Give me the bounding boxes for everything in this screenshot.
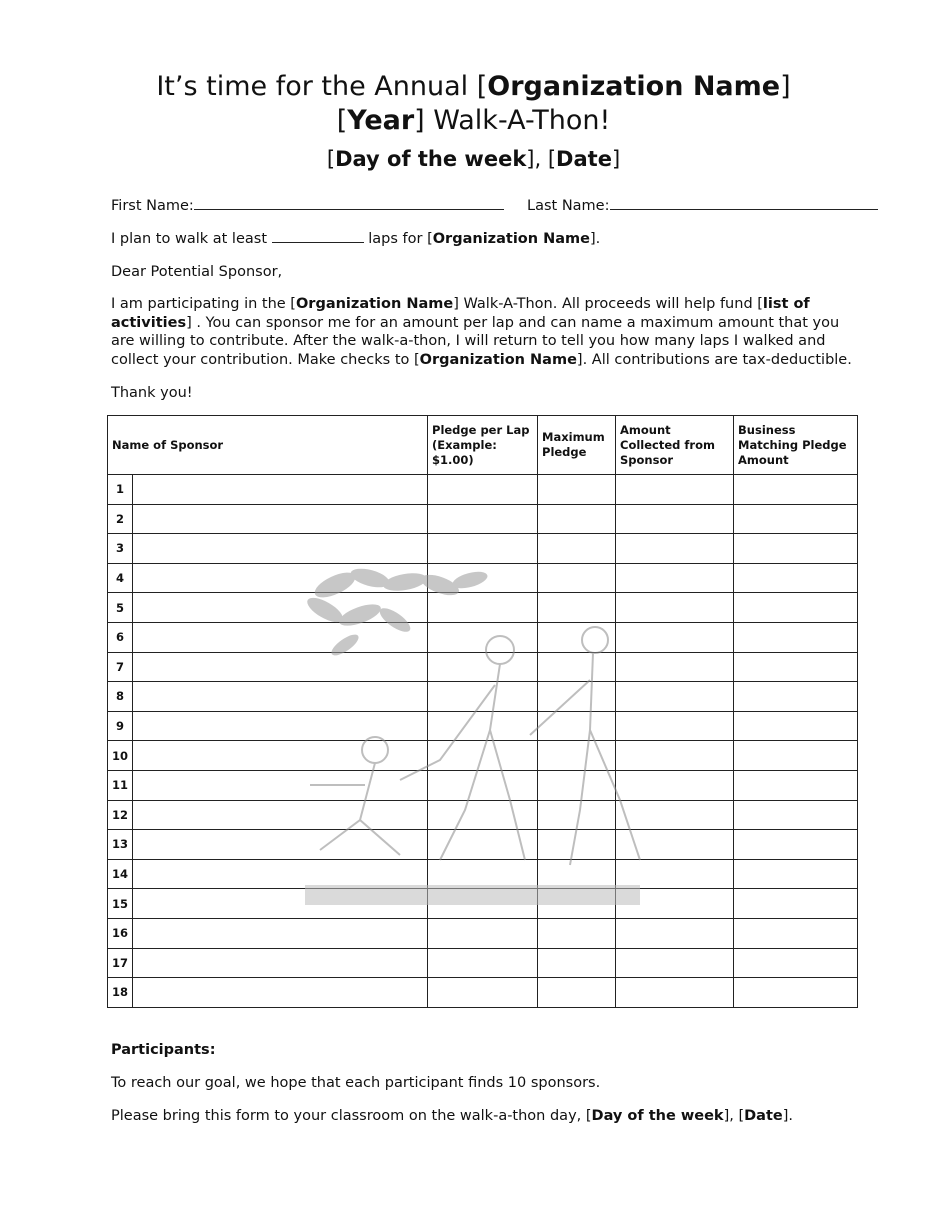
organization-name-placeholder: Organization Name bbox=[487, 71, 781, 102]
maximum-pledge-cell[interactable] bbox=[538, 475, 616, 505]
business-matching-cell[interactable] bbox=[734, 889, 858, 919]
row-number: 12 bbox=[108, 800, 133, 830]
laps-field[interactable] bbox=[272, 230, 364, 243]
date-placeholder: Date bbox=[556, 147, 612, 171]
maximum-pledge-cell[interactable] bbox=[538, 534, 616, 564]
business-matching-cell[interactable] bbox=[734, 830, 858, 860]
bring-form-line bbox=[111, 1108, 793, 1124]
bring-text: ]. bbox=[782, 1108, 793, 1124]
laps-prefix: I plan to walk at least bbox=[111, 231, 268, 247]
organization-name-placeholder: Organization Name bbox=[295, 296, 454, 312]
first-name-label: First Name: bbox=[111, 198, 194, 214]
maximum-pledge-cell[interactable] bbox=[538, 948, 616, 978]
sponsor-name-cell[interactable] bbox=[133, 948, 428, 978]
pledge-per-lap-cell[interactable] bbox=[428, 948, 538, 978]
participants-heading: Participants: bbox=[111, 1042, 216, 1058]
business-matching-cell[interactable] bbox=[734, 711, 858, 741]
organization-name-placeholder: Organization Name bbox=[432, 231, 590, 247]
amount-collected-cell[interactable] bbox=[616, 504, 734, 534]
row-number: 14 bbox=[108, 859, 133, 889]
table-row bbox=[108, 948, 858, 978]
row-number: 10 bbox=[108, 741, 133, 771]
maximum-pledge-cell[interactable] bbox=[538, 504, 616, 534]
row-number: 3 bbox=[108, 534, 133, 564]
table-row bbox=[108, 475, 858, 505]
letter-text: I am participating in the [ bbox=[111, 296, 296, 312]
title-text: [ bbox=[336, 105, 348, 136]
pledge-per-lap-cell[interactable] bbox=[428, 534, 538, 564]
letter-text: ]. All contributions are tax-deductible. bbox=[576, 351, 852, 368]
organization-name-placeholder: Organization Name bbox=[419, 351, 577, 368]
business-matching-cell[interactable] bbox=[734, 978, 858, 1008]
table-header-row bbox=[108, 416, 858, 475]
row-number: 1 bbox=[108, 475, 133, 505]
row-number: 5 bbox=[108, 593, 133, 623]
business-matching-cell[interactable] bbox=[734, 534, 858, 564]
last-name-label: Last Name: bbox=[527, 198, 610, 214]
name-fields-row bbox=[111, 197, 878, 215]
row-number: 2 bbox=[108, 504, 133, 534]
table-row bbox=[108, 534, 858, 564]
header-maximum-pledge: Maximum Pledge bbox=[538, 416, 616, 475]
title-text: ] bbox=[780, 71, 791, 102]
header-business-matching: Business Matching Pledge Amount bbox=[734, 416, 858, 475]
sponsor-name-cell[interactable] bbox=[133, 918, 428, 948]
business-matching-cell[interactable] bbox=[734, 563, 858, 593]
bring-text: Please bring this form to your classroom on the walk-a-thon day, [ bbox=[111, 1108, 592, 1124]
amount-collected-cell[interactable] bbox=[616, 948, 734, 978]
sponsor-name-cell[interactable] bbox=[133, 534, 428, 564]
title-text: ], [ bbox=[526, 147, 557, 171]
business-matching-cell[interactable] bbox=[734, 859, 858, 889]
header-pledge-per-lap: Pledge per Lap (Example: $1.00) bbox=[428, 416, 538, 475]
title-text: ] Walk-A-Thon! bbox=[414, 105, 611, 136]
business-matching-cell[interactable] bbox=[734, 918, 858, 948]
row-number: 4 bbox=[108, 563, 133, 593]
sponsor-name-cell[interactable] bbox=[133, 978, 428, 1008]
activities-placeholder: list of activities bbox=[111, 296, 810, 331]
amount-collected-cell[interactable] bbox=[616, 534, 734, 564]
maximum-pledge-cell[interactable] bbox=[538, 978, 616, 1008]
row-number: 7 bbox=[108, 652, 133, 682]
row-number: 15 bbox=[108, 889, 133, 919]
amount-collected-cell[interactable] bbox=[616, 475, 734, 505]
title-text: ] bbox=[611, 147, 621, 171]
row-number: 11 bbox=[108, 770, 133, 800]
row-number: 17 bbox=[108, 948, 133, 978]
pledge-per-lap-cell[interactable] bbox=[428, 978, 538, 1008]
business-matching-cell[interactable] bbox=[734, 593, 858, 623]
amount-collected-cell[interactable] bbox=[616, 918, 734, 948]
sponsor-name-cell[interactable] bbox=[133, 504, 428, 534]
year-placeholder: Year bbox=[347, 105, 415, 136]
table-row bbox=[108, 504, 858, 534]
header-name-of-sponsor: Name of Sponsor bbox=[108, 416, 428, 475]
day-of-week-placeholder: Day of the week bbox=[591, 1108, 724, 1124]
row-number: 9 bbox=[108, 711, 133, 741]
table-row bbox=[108, 918, 858, 948]
last-name-field[interactable] bbox=[610, 197, 878, 210]
laps-middle: laps for [ bbox=[368, 231, 433, 247]
title-text: [ bbox=[326, 147, 336, 171]
business-matching-cell[interactable] bbox=[734, 652, 858, 682]
date-placeholder: Date bbox=[744, 1108, 783, 1124]
business-matching-cell[interactable] bbox=[734, 504, 858, 534]
pledge-per-lap-cell[interactable] bbox=[428, 504, 538, 534]
business-matching-cell[interactable] bbox=[734, 800, 858, 830]
laps-line bbox=[111, 230, 600, 248]
business-matching-cell[interactable] bbox=[734, 475, 858, 505]
maximum-pledge-cell[interactable] bbox=[538, 918, 616, 948]
business-matching-cell[interactable] bbox=[734, 622, 858, 652]
business-matching-cell[interactable] bbox=[734, 741, 858, 771]
title-line-2 bbox=[0, 104, 947, 138]
letter-text: ] . You can sponsor me for an amount per lap and can name a maximum amount that you are willing to contribute. After the walk-a-thon, I will return to tell you how many laps I walked and collect your contribution. Make checks to [ bbox=[111, 314, 840, 368]
row-number: 16 bbox=[108, 918, 133, 948]
row-number: 18 bbox=[108, 978, 133, 1008]
sponsor-name-cell[interactable] bbox=[133, 475, 428, 505]
pledge-per-lap-cell[interactable] bbox=[428, 475, 538, 505]
greeting: Dear Potential Sponsor, bbox=[111, 264, 283, 280]
row-number: 13 bbox=[108, 830, 133, 860]
row-number: 8 bbox=[108, 682, 133, 712]
day-of-week-placeholder: Day of the week bbox=[335, 147, 527, 171]
header-amount-collected: Amount Collected from Sponsor bbox=[616, 416, 734, 475]
table-row bbox=[108, 978, 858, 1008]
title-text: It’s time for the Annual [ bbox=[156, 71, 488, 102]
thank-you: Thank you! bbox=[111, 385, 193, 401]
business-matching-cell[interactable] bbox=[734, 948, 858, 978]
event-date-line bbox=[0, 142, 947, 176]
bring-text: ], [ bbox=[723, 1108, 745, 1124]
walkers-watermark-icon bbox=[290, 560, 660, 910]
goal-text: To reach our goal, we hope that each participant finds 10 sponsors. bbox=[111, 1075, 601, 1091]
title-line-1 bbox=[0, 70, 947, 104]
first-name-field[interactable] bbox=[194, 197, 504, 210]
letter-text: ] Walk-A-Thon. All proceeds will help fund [ bbox=[453, 296, 763, 312]
business-matching-cell[interactable] bbox=[734, 770, 858, 800]
row-number: 6 bbox=[108, 622, 133, 652]
amount-collected-cell[interactable] bbox=[616, 978, 734, 1008]
letter-paragraph bbox=[111, 295, 863, 369]
pledge-per-lap-cell[interactable] bbox=[428, 918, 538, 948]
business-matching-cell[interactable] bbox=[734, 682, 858, 712]
laps-suffix: ]. bbox=[590, 231, 601, 247]
